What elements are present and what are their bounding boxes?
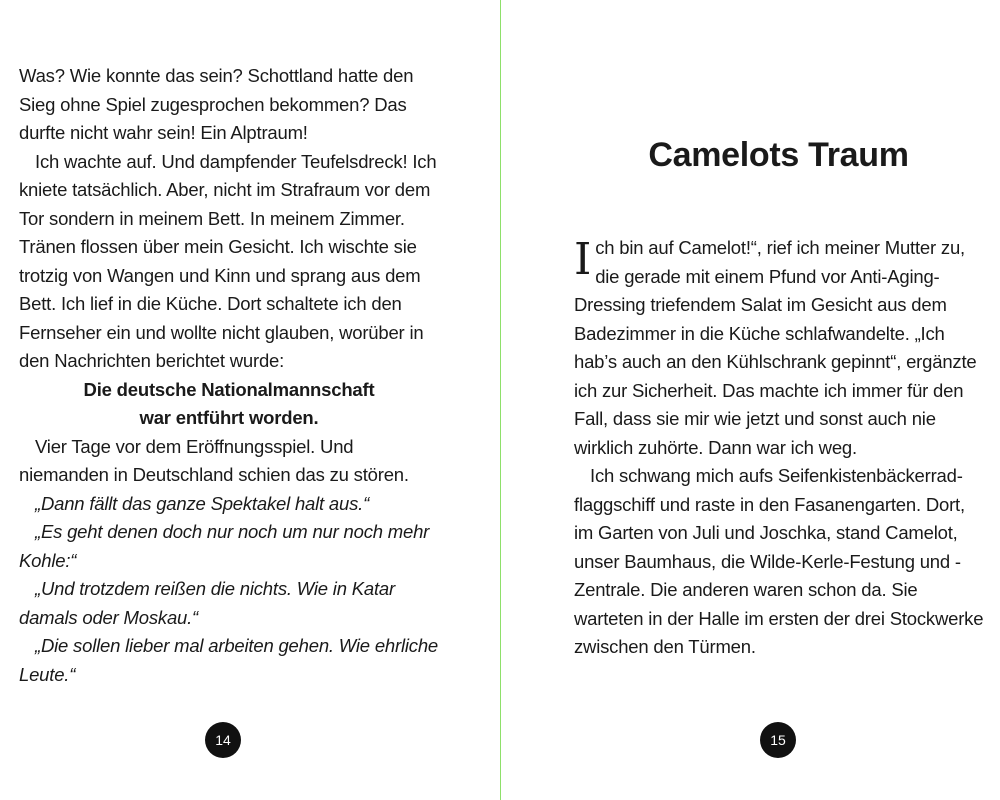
paragraph-text: ch bin auf Camelot!“, rief ich meiner Mutter zu, die gerade mit einem Pfund vor Anti-Aging-Dressing triefendem Salat im Gesicht aus dem Badezimmer in die Küche schlafwandelte. „Ich hab’s auch an den Kühlschrank gepinnt“, ergänzte ich zur Sicherheit. Das machte ich immer für den Fall, dass sie mir wie jetzt und sonst auch nie wirklich zuhörte. Dann war ich weg.: [574, 237, 977, 458]
page-number-right: 15: [760, 722, 796, 758]
paragraph: [574, 234, 986, 462]
paragraph: Ich schwang mich aufs Seifenkistenbäckerrad-flaggschiff und raste in den Fasanengarten. Dort, im Garten von Juli und Joschka, stand Camelot, unser Baumhaus, die Wilde-Kerle-Festung und -Zentrale. Die anderen waren schon da. Sie warteten in der Halle im ersten der drei Stockwerke zwischen den Türmen.: [574, 465, 984, 657]
quote: „Und trotzdem reißen die nichts. Wie in Katar damals oder Moskau.“: [19, 578, 395, 628]
paragraph: Ich wachte auf. Und dampfender Teufelsdreck! Ich kniete tatsächlich. Aber, nicht im Strafraum vor dem Tor sondern in meinem Bett. In meinem Zimmer. Tränen flossen über mein Gesicht. Ich wischte sie trotzig von Wangen und Kinn und sprang aus dem Bett. Ich lief in die Küche. Dort schaltete ich den Fernseher ein und wollte nicht glauben, worüber in den Nachrichten berichtet wurde:: [19, 150, 437, 371]
paragraph: Vier Tage vor dem Eröffnungsspiel. Und niemanden in Deutschland schien das zu stören.: [19, 435, 409, 485]
drop-cap: I: [574, 234, 592, 285]
headline-line-1: Die deutsche Nationalmannschaft: [83, 378, 375, 400]
left-page-body: [19, 62, 439, 689]
paragraph: Was? Wie konnte das sein? Schottland hatte den Sieg ohne Spiel zugesprochen bekommen? Das durfte nicht wahr sein! Ein Alptraum!: [19, 65, 414, 143]
headline-line-2: war entführt worden.: [139, 407, 319, 428]
right-page: [501, 0, 1000, 800]
quote: „Es geht denen doch nur noch um nur noch mehr Kohle:“: [19, 521, 430, 571]
quote: „Dann fällt das ganze Spektakel halt aus.“: [35, 492, 370, 514]
chapter-title: Camelots Traum: [648, 136, 909, 174]
right-page-body: [574, 234, 986, 662]
quote: „Die sollen lieber mal arbeiten gehen. Wie ehrliche Leute.“: [19, 635, 439, 685]
page-number-left: 14: [205, 722, 241, 758]
